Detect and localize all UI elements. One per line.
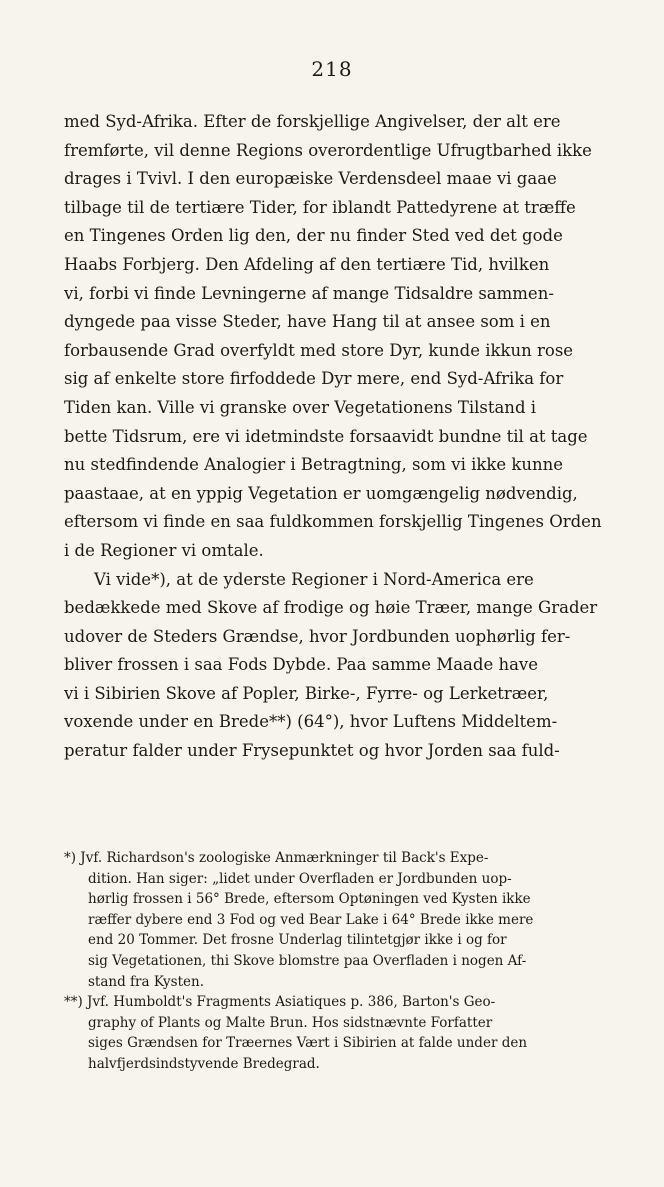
text-line: Vi vide*), at de yderste Regioner i Nord-America ere (94, 569, 534, 589)
main-text (64, 108, 630, 766)
footnote-line: **) Jvf. Humboldt's Fragments Asiatiques p. 386, Barton's Geo- (64, 994, 496, 1011)
text-line: paastaae, at en yppig Vegetation er uomgængelig nødvendig, (64, 483, 578, 503)
footnote-line: dition. Han siger: „lidet under Overfladen er Jordbunden uop- (88, 870, 512, 887)
text-line: sig af enkelte store firfoddede Dyr mere, end Syd-Afrika for (64, 369, 564, 389)
text-line: tilbage til de tertiære Tider, for iblandt Pattedyrene at træffe (64, 197, 576, 217)
text-line: drages i Tvivl. I den europæiske Verdensdeel maae vi gaae (64, 169, 557, 189)
footnote-line: graphy of Plants og Malte Brun. Hos sidstnævnte Forfatter (88, 1014, 493, 1031)
text-line: vi, forbi vi finde Levningerne af mange Tidsaldre sammen- (64, 283, 554, 303)
text-line: bedækkede med Skove af frodige og høie Træer, mange Grader (64, 598, 598, 618)
footnote-line: siges Grændsen for Træernes Vært i Sibirien at falde under den (88, 1035, 528, 1052)
footnote-line: ræffer dybere end 3 Fod og ved Bear Lake i 64° Brede ikke mere (88, 911, 534, 928)
footnote-line: stand fra Kysten. (88, 973, 204, 990)
text-line: bliver frossen i saa Fods Dybde. Paa samme Maade have (64, 655, 539, 675)
page-number: 218 (311, 57, 353, 81)
text-line: Haabs Forbjerg. Den Afdeling af den tertiære Tid, hvilken (64, 254, 550, 274)
footnote-line: sig Vegetationen, thi Skove blomstre paa Overfladen i nogen Af- (88, 952, 527, 969)
text-line: voxende under en Brede**) (64°), hvor Luftens Middeltem- (64, 712, 558, 732)
footnote-line: halvfjerdsindstyvende Bredegrad. (88, 1055, 320, 1072)
text-line: i de Regioner vi omtale. (64, 540, 264, 560)
text-line: nu stedfindende Analogier i Betragtning, som vi ikke kunne (64, 455, 564, 475)
footnote-line: *) Jvf. Richardson's zoologiske Anmærkninger til Back's Expe- (64, 850, 489, 866)
footnote-line: end 20 Tommer. Det frosne Underlag tilintetgjør ikke i og for (88, 932, 507, 949)
text-line: vi i Sibirien Skove af Popler, Birke-, Fyrre- og Lerketræer, (64, 683, 549, 703)
text-line: en Tingenes Orden lig den, der nu finder Sted ved det gode (64, 226, 563, 246)
text-line: forbausende Grad overfyldt med store Dyr, kunde ikkun rose (64, 340, 574, 360)
text-line: peratur falder under Frysepunktet og hvor Jorden saa fuld- (64, 741, 560, 761)
footnotes (64, 848, 630, 1075)
text-line: eftersom vi finde en saa fuldkommen forskjellig Tingenes Orden (64, 512, 602, 532)
text-line: udover de Steders Grændse, hvor Jordbunden uophørlig fer- (64, 626, 571, 646)
text-line: bette Tidsrum, ere vi idetmindste forsaavidt bundne til at tage (64, 426, 588, 446)
text-line: dyngede paa visse Steder, have Hang til at ansee som i en (64, 312, 551, 332)
text-line: Tiden kan. Ville vi granske over Vegetationens Tilstand i (64, 397, 537, 417)
footnote-line: hørlig frossen i 56° Brede, eftersom Optøningen ved Kysten ikke (88, 891, 531, 908)
text-line: fremførte, vil denne Regions overordentlige Ufrugtbarhed ikke (64, 140, 592, 160)
text-line: med Syd-Afrika. Efter de forskjellige Angivelser, der alt ere (64, 112, 561, 131)
